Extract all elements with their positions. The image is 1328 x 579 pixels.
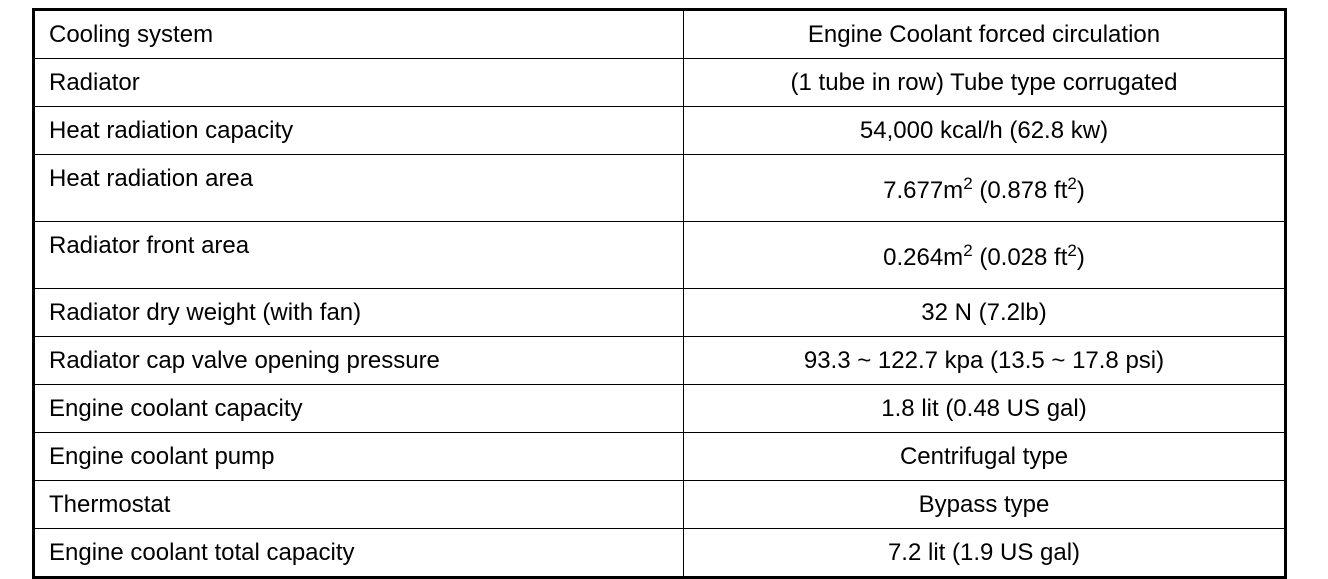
spec-value: Centrifugal type — [684, 433, 1286, 481]
superscript: 2 — [1067, 241, 1077, 260]
table-row — [34, 337, 1286, 385]
spec-label: Thermostat — [34, 481, 684, 529]
spec-value: (1 tube in row) Tube type corrugated — [684, 59, 1286, 107]
cooling-system-spec-table — [32, 8, 1287, 579]
spec-value: 32 N (7.2lb) — [684, 289, 1286, 337]
superscript: 2 — [1067, 174, 1077, 193]
spec-label: Engine coolant total capacity — [34, 529, 684, 578]
spec-value: 7.2 lit (1.9 US gal) — [684, 529, 1286, 578]
spec-value — [684, 222, 1286, 289]
superscript: 2 — [963, 241, 973, 260]
table-row — [34, 107, 1286, 155]
value-text: ) — [1076, 244, 1085, 271]
table-row — [34, 529, 1286, 578]
spec-value: Bypass type — [684, 481, 1286, 529]
spec-value: 54,000 kcal/h (62.8 kw) — [684, 107, 1286, 155]
value-text: 0.264m — [883, 244, 964, 271]
spec-label: Engine coolant capacity — [34, 385, 684, 433]
value-text: ) — [1076, 177, 1085, 204]
spec-label: Radiator — [34, 59, 684, 107]
spec-value — [684, 155, 1286, 222]
table-row — [34, 481, 1286, 529]
spec-label: Heat radiation area — [34, 155, 684, 222]
spec-value: 1.8 lit (0.48 US gal) — [684, 385, 1286, 433]
spec-value: Engine Coolant forced circulation — [684, 10, 1286, 59]
table-row — [34, 155, 1286, 222]
spec-value: 93.3 ~ 122.7 kpa (13.5 ~ 17.8 psi) — [684, 337, 1286, 385]
spec-label: Engine coolant pump — [34, 433, 684, 481]
table-row — [34, 433, 1286, 481]
table-row — [34, 222, 1286, 289]
spec-label: Radiator cap valve opening pressure — [34, 337, 684, 385]
spec-label: Radiator dry weight (with fan) — [34, 289, 684, 337]
superscript: 2 — [963, 174, 973, 193]
table-row — [34, 385, 1286, 433]
table-row — [34, 10, 1286, 59]
spec-label: Cooling system — [34, 10, 684, 59]
value-text: (0.878 ft — [972, 177, 1068, 204]
spec-label: Radiator front area — [34, 222, 684, 289]
table-row — [34, 59, 1286, 107]
spec-label: Heat radiation capacity — [34, 107, 684, 155]
table-row — [34, 289, 1286, 337]
value-text: 7.677m — [883, 177, 964, 204]
value-text: (0.028 ft — [972, 244, 1068, 271]
